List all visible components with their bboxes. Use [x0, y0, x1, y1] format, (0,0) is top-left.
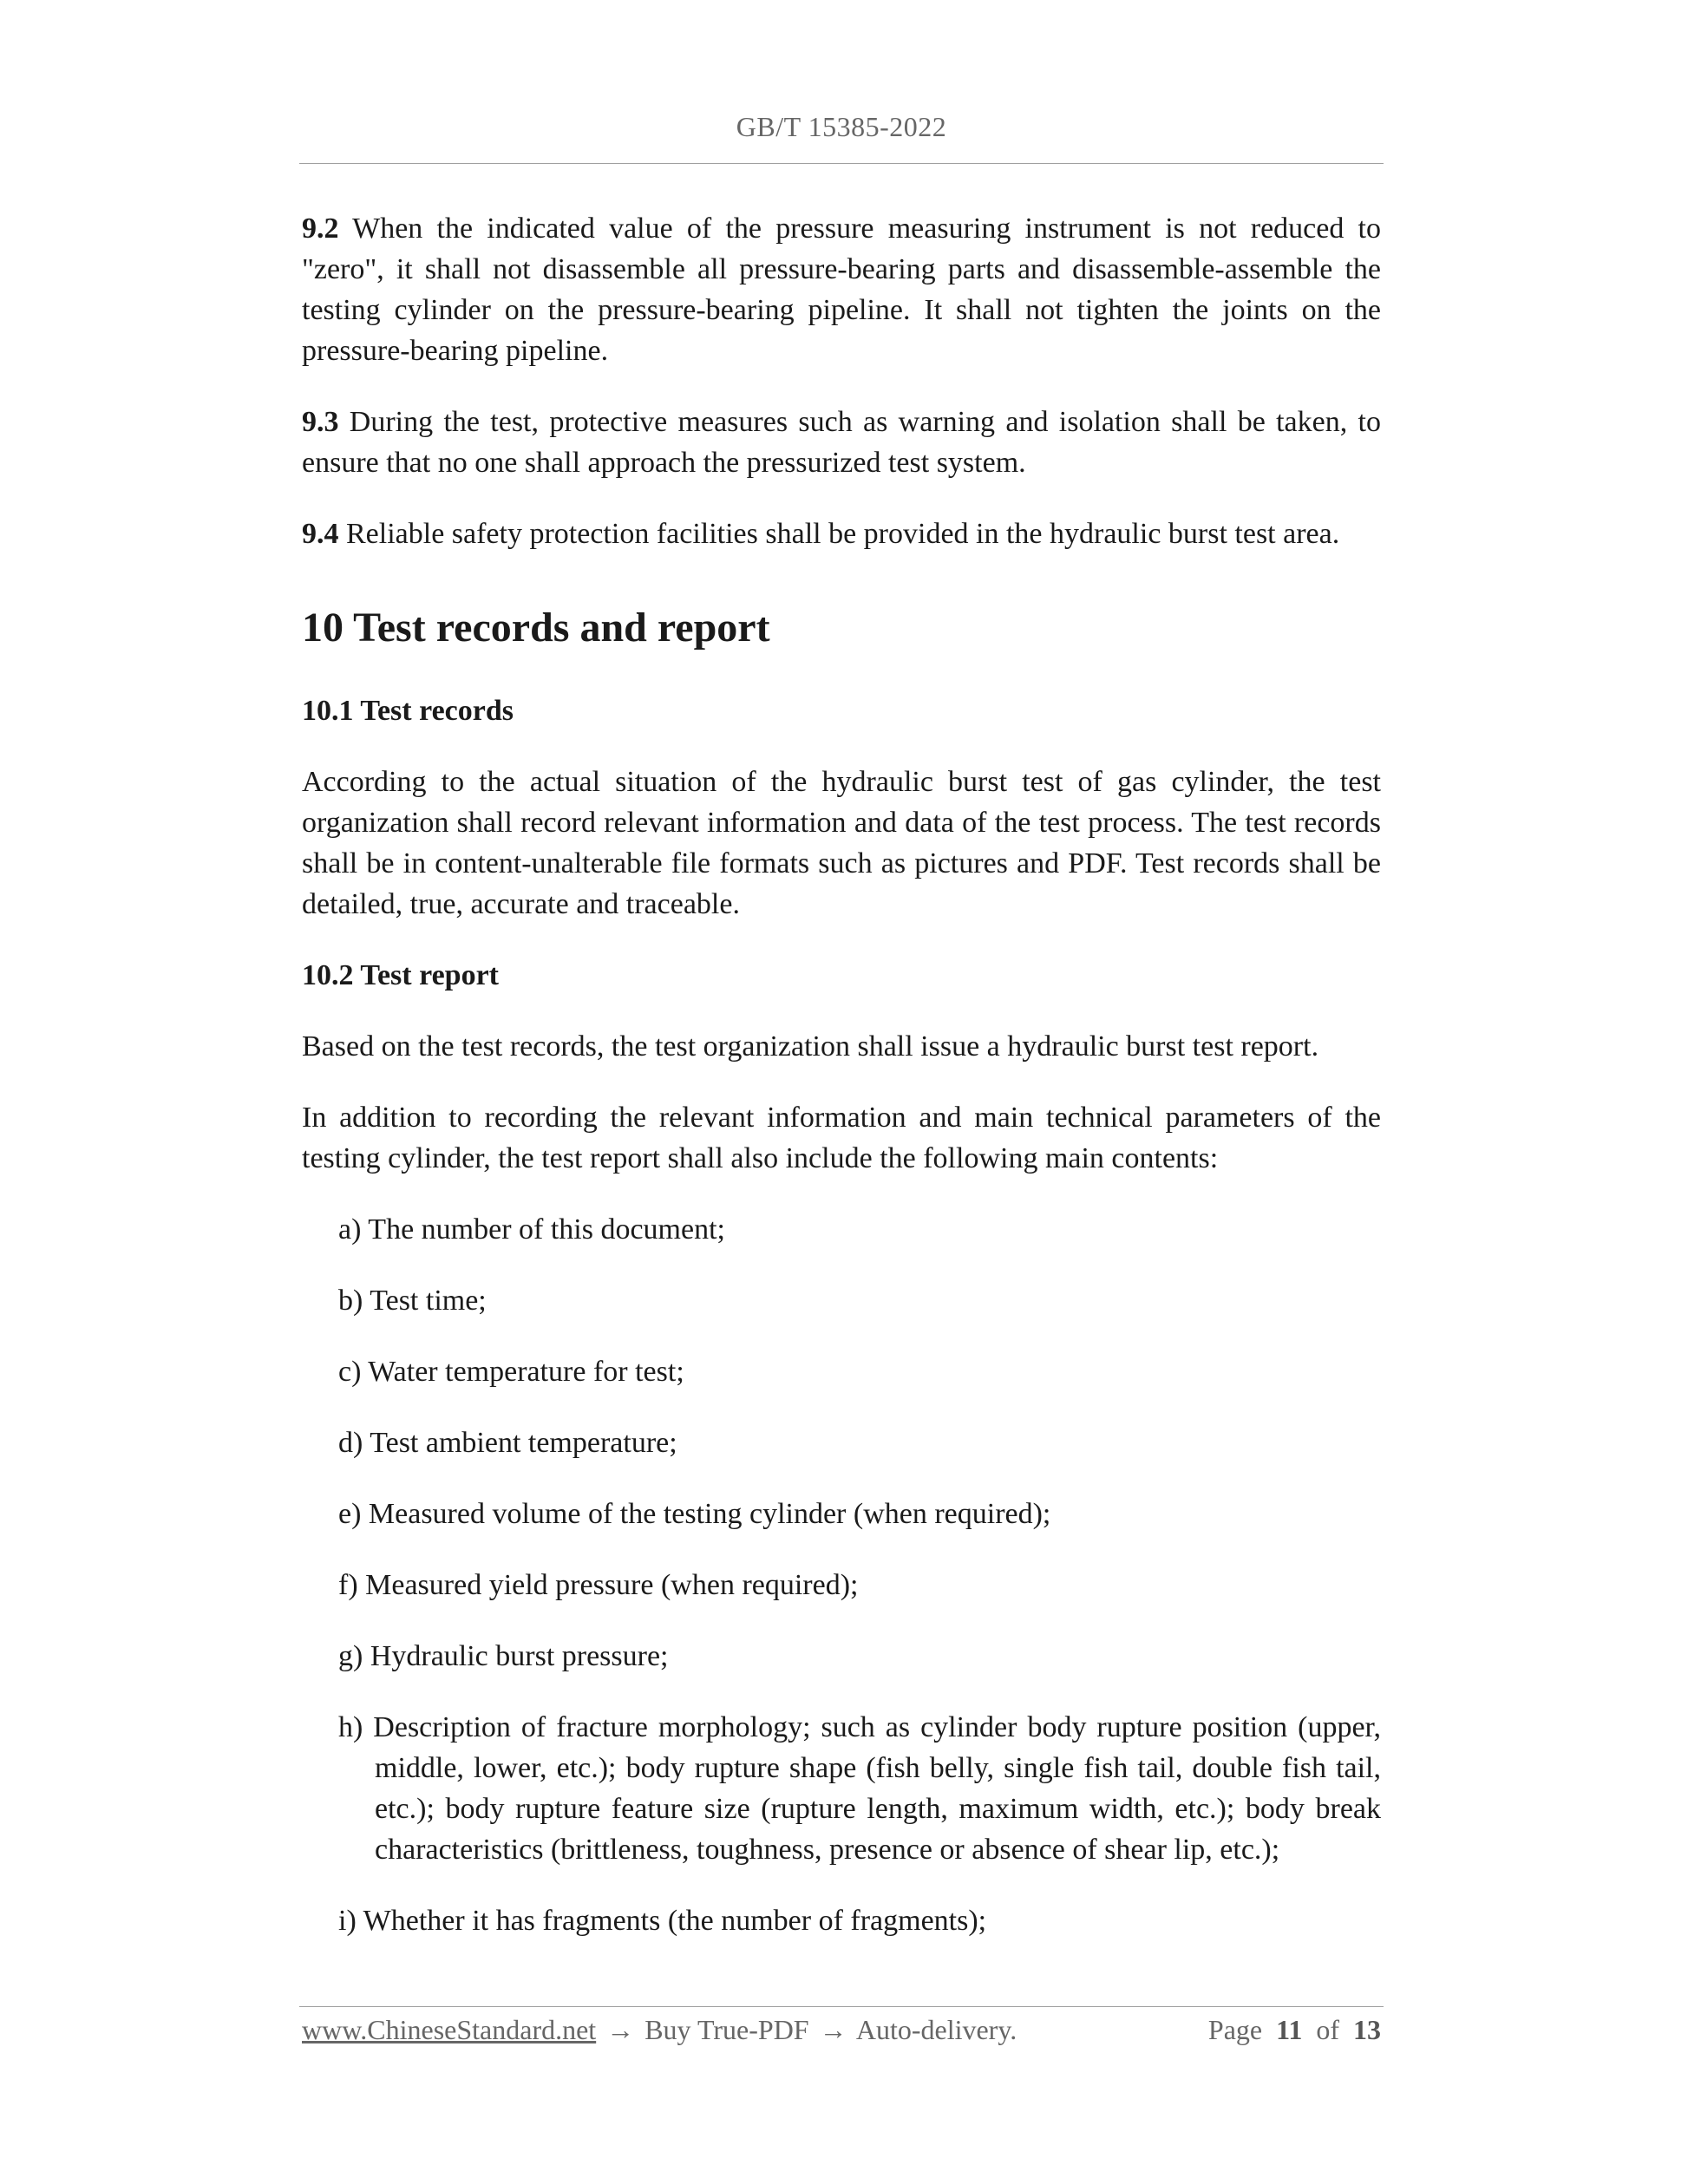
- auto-delivery-text: Auto-delivery.: [855, 2014, 1017, 2045]
- footer-left: [302, 2011, 1017, 2049]
- page-total: 13: [1353, 2014, 1381, 2045]
- list-item: b) Test time;: [338, 1285, 487, 1317]
- clause-9-2: [302, 208, 1381, 371]
- subsection-heading-10-1: 10.1 Test records: [302, 695, 514, 727]
- list-item: g) Hydraulic burst pressure;: [338, 1640, 669, 1672]
- document-body: [302, 208, 1381, 1971]
- page-label: Page: [1207, 2014, 1263, 2045]
- arrow-right-icon: →: [606, 2014, 635, 2045]
- clause-number: 9.2: [302, 213, 339, 245]
- clause-text: When the indicated value of the pressure measuring instrument is not reduced to "zero", it shall not disassemble all pressure-bearing parts and disassemble-assemble the testing cylinder on the pressure-bearing pipeline. It shall not tighten the joints on the pressure-bearing pipeline.: [302, 213, 1381, 367]
- section-heading-10: 10 Test records and report: [302, 605, 770, 651]
- page-header: GB/T 15385-2022: [736, 111, 947, 142]
- buy-true-pdf-text: Buy True-PDF: [644, 2014, 809, 2045]
- clause-number: 9.4: [302, 518, 339, 550]
- list-item: d) Test ambient temperature;: [338, 1427, 677, 1459]
- list-item: h) Description of fracture morphology; such as cylinder body rupture position (upper, middle, lower, etc.); body rupture shape (fish belly, single fish tail, double fish tail, etc.); body rupture feature size (rupture length, maximum width, etc.); body break characteristics (brittleness, toughness, presence or absence of shear lip, etc.);: [338, 1711, 1381, 1866]
- clause-9-4: [302, 513, 1381, 554]
- list-item: f) Measured yield pressure (when required);: [338, 1569, 859, 1601]
- paragraph-test-report-contents: In addition to recording the relevant information and main technical parameters of the testing cylinder, the test report shall also include the following main contents:: [302, 1102, 1381, 1174]
- clause-9-3: [302, 402, 1381, 483]
- list-item: e) Measured volume of the testing cylinder (when required);: [338, 1498, 1051, 1530]
- list-item: c) Water temperature for test;: [338, 1356, 684, 1388]
- clause-text: During the test, protective measures such as warning and isolation shall be taken, to ensure that no one shall approach the pressurized test system.: [302, 406, 1381, 479]
- header-divider: [299, 163, 1384, 164]
- arrow-right-icon: →: [819, 2014, 847, 2045]
- page-footer: [302, 2011, 1381, 2049]
- paragraph-test-records: According to the actual situation of the hydraulic burst test of gas cylinder, the test organization shall record relevant information and data of the test process. The test records shall be in content-unalterable file formats such as pictures and PDF. Test records shall be detailed, true, accurate and traceable.: [302, 766, 1381, 920]
- list-item: a) The number of this document;: [338, 1213, 725, 1246]
- page-indicator: [1208, 2011, 1381, 2049]
- of-label: of: [1316, 2014, 1339, 2045]
- chinesestandard-link[interactable]: www.ChineseStandard.net: [302, 2014, 597, 2045]
- paragraph-test-report-intro: Based on the test records, the test organization shall issue a hydraulic burst test report.: [302, 1030, 1319, 1063]
- clause-text: Reliable safety protection facilities shall be provided in the hydraulic burst test area.: [338, 518, 1340, 550]
- clause-number: 9.3: [302, 406, 339, 438]
- subsection-heading-10-2: 10.2 Test report: [302, 959, 499, 991]
- list-item: i) Whether it has fragments (the number of fragments);: [338, 1905, 987, 1937]
- footer-divider: [299, 2006, 1384, 2007]
- page-number: 11: [1276, 2014, 1303, 2045]
